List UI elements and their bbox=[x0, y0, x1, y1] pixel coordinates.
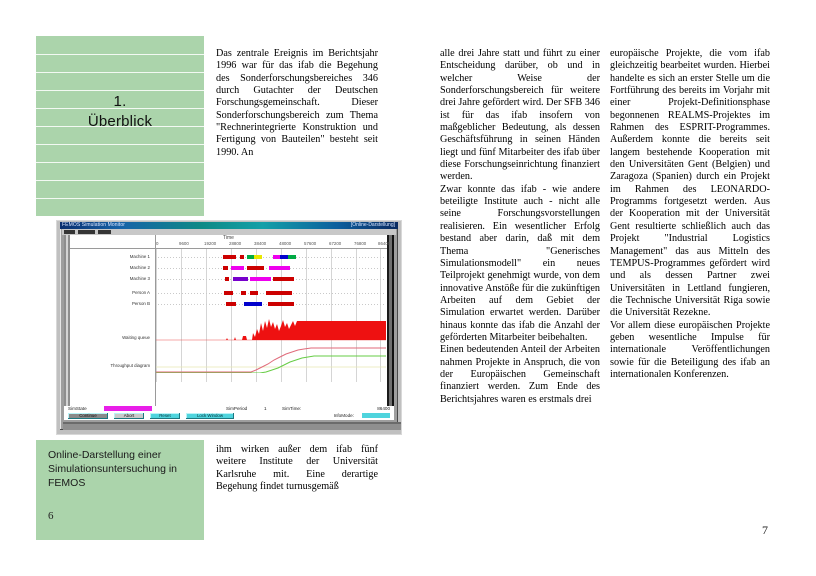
gantt-task bbox=[288, 255, 296, 259]
gantt-task bbox=[225, 277, 229, 281]
window-titlebar bbox=[60, 222, 398, 229]
x-tick-4: 38400 bbox=[254, 241, 267, 246]
figure-caption-block bbox=[36, 440, 204, 540]
chapter-number: 1. bbox=[113, 93, 127, 110]
gantt-task bbox=[268, 302, 294, 306]
gantt-row bbox=[70, 264, 387, 272]
window-title-secondary: [Online-Darstellung] bbox=[350, 222, 395, 228]
simperiod-value: 1 bbox=[264, 406, 267, 411]
simtime-label: SimTime: bbox=[282, 406, 302, 411]
gantt-task bbox=[223, 255, 236, 259]
header-rule bbox=[36, 180, 204, 181]
x-tick-2: 19200 bbox=[204, 241, 217, 246]
x-tick-0: 0 bbox=[156, 241, 159, 246]
text-column-1-continued bbox=[216, 444, 378, 493]
gantt-task bbox=[254, 255, 262, 259]
x-tick-6: 57600 bbox=[304, 241, 317, 246]
paragraph: alle drei Jahre statt und führt zu einer Entscheidung darüber, ob und in welcher Weise der Sonderforschungsbereich für weitere drei Jahre gefördert wird. Der SFB 346 ist für das ifab insofern von maßgeblicher Bedeutung, als dessen Geschäftsführung in seinen Händen liegt und fünf Mitarbeiter des ifab über diese Forschungseinrichtung finanziert werden. bbox=[440, 48, 600, 183]
infomode-value-indicator bbox=[362, 413, 390, 418]
chapter-header-block bbox=[36, 36, 204, 216]
axis-title-time: Time bbox=[223, 235, 234, 241]
paragraph: ihm wirken außer dem ifab fünf weitere Institute der Universität Karlsruhe mit. Eine derartige Begehung findet turnusgemäß bbox=[216, 444, 378, 493]
text-column-3 bbox=[610, 48, 770, 381]
vertical-scrollbar-right[interactable] bbox=[387, 235, 394, 412]
gantt-task bbox=[269, 266, 290, 270]
text-column-1 bbox=[216, 48, 378, 159]
page-number-left: 6 bbox=[48, 510, 54, 522]
gantt-task bbox=[241, 291, 246, 295]
gantt-task bbox=[233, 277, 248, 281]
gantt-row-track bbox=[158, 279, 385, 280]
gantt-row bbox=[70, 253, 387, 261]
gantt-row-label: Person A bbox=[132, 290, 150, 295]
gantt-task bbox=[226, 302, 236, 306]
gantt-row-label: Machine 2 bbox=[129, 265, 150, 270]
figure-caption: Online-Darstellung einer Simulationsuntersuchung in FEMOS bbox=[48, 449, 177, 489]
infomode-label: InfoMode: bbox=[333, 413, 354, 418]
simperiod-label: SimPeriod bbox=[226, 406, 248, 411]
simulation-chart bbox=[70, 235, 391, 412]
gantt-task bbox=[273, 277, 294, 281]
series-label-throughput: Throughput diagram bbox=[110, 363, 150, 368]
gantt-task bbox=[224, 291, 233, 295]
chapter-title: Überblick bbox=[87, 113, 153, 130]
figure-femos-screenshot bbox=[56, 220, 402, 435]
gantt-row bbox=[70, 275, 387, 283]
menu-item-ansicht[interactable] bbox=[98, 230, 111, 234]
x-tick-1: 9600 bbox=[179, 241, 189, 246]
page-number-right: 7 bbox=[762, 523, 768, 537]
continue-button[interactable]: Continue bbox=[68, 413, 108, 419]
gantt-row-label: Machine 1 bbox=[129, 254, 150, 259]
waiting-queue-area-chart bbox=[156, 315, 386, 341]
simtime-value: 86400 bbox=[377, 406, 390, 411]
gantt-row-label: Person B bbox=[131, 301, 150, 306]
application-window bbox=[60, 222, 398, 430]
x-tick-7: 67200 bbox=[329, 241, 342, 246]
gantt-task bbox=[280, 255, 288, 259]
page-title bbox=[36, 92, 204, 132]
gantt-task bbox=[247, 255, 254, 259]
throughput-line-chart bbox=[156, 343, 386, 373]
menu-item-datei[interactable] bbox=[64, 230, 75, 234]
gantt-row-track bbox=[158, 257, 385, 258]
series-label-waiting-queue: Waiting queue bbox=[122, 335, 150, 340]
gantt-task bbox=[273, 255, 280, 259]
gantt-task bbox=[240, 255, 244, 259]
gantt-task bbox=[266, 291, 292, 295]
gantt-task bbox=[247, 266, 264, 270]
gantt-task bbox=[244, 302, 262, 306]
x-tick-5: 48000 bbox=[279, 241, 292, 246]
menu-item-bearbeiten[interactable] bbox=[78, 230, 95, 234]
gantt-task bbox=[250, 291, 258, 295]
x-tick-9: 86400 bbox=[378, 241, 391, 246]
window-title: FEMOS Simulation Monitor bbox=[62, 222, 125, 228]
gantt-task bbox=[223, 266, 228, 270]
gantt-row-label: Machine 3 bbox=[129, 276, 150, 281]
header-rule bbox=[36, 198, 204, 199]
paragraph: Zwar konnte das ifab - wie andere beteiligte Institute auch - nicht alle seine Forschungsvorstellungen realisieren. Ein wesentlicher Erfolg bestand aber darin, daß mit dem Thema "Generisches Simulationsmodell" ein neues Teilprojekt genehmigt wurde, von dem innovative Anstöße für die zukünftigen Arbeiten auf dem Gebiet der Simulation erwartet werden. Darüber hinaus konnte das ifab die Anzahl der geförderten Mitarbeiter beibehalten. bbox=[440, 183, 600, 343]
window-client-area bbox=[64, 235, 394, 412]
x-axis-tick-labels bbox=[156, 241, 391, 248]
window-bottom-bevel bbox=[63, 422, 401, 430]
paragraph: Das zentrale Ereignis im Berichtsjahr 1996 war für das ifab die Begehung des Sonderforschungsbereiches 346 durch Gutachter der Deutschen Forschungsgemeinschaft. Dieser Sonderforschungsbereich zum Thema "Rechnerintegrierte Konstruktion und Fertigung von Bauteilen" besteht seit 1990. An bbox=[216, 48, 378, 158]
axis-separator bbox=[70, 248, 387, 249]
header-rule bbox=[36, 144, 204, 145]
simstate-value-indicator bbox=[104, 406, 152, 411]
abort-button[interactable]: Abort bbox=[114, 413, 144, 419]
gantt-row bbox=[70, 289, 387, 297]
gantt-task bbox=[231, 266, 244, 270]
header-rule bbox=[36, 90, 204, 91]
x-tick-3: 28800 bbox=[229, 241, 242, 246]
simstate-label: SimState bbox=[68, 406, 87, 411]
paragraph: Vor allem diese europäischen Projekte geben wesentliche Impulse für internationale Veröffentlichungen sowie für die Beteiligung des ifab an internationalen Konferenzen. bbox=[610, 319, 770, 380]
header-rule bbox=[36, 54, 204, 55]
gantt-task bbox=[250, 277, 271, 281]
gantt-row bbox=[70, 300, 387, 308]
paragraph: Einen bedeutenden Anteil der Arbeiten nahmen Projekte in Anspruch, die von der Europäischen Gemeinschaft finanziert werden. Zum Ende des Berichtsjahres waren es erstmals drei bbox=[440, 344, 600, 405]
status-bar bbox=[64, 406, 394, 420]
paragraph: europäische Projekte, die vom ifab gleichzeitig bearbeitet wurden. Hierbei handelte es sich an erster Stelle um die Fortführung des bereits im Vorjahr mit einer Projekt-Definitionsphase begonnenen REALMS-Projektes im Rahmen des ESPRIT-Programmes. Außerdem konnte die bereits seit langem bestehende Kooperation mit den Universitäten Gent (Belgien) und Zaragoza (Spanien) durch ein Projekt im Rahmen des LEONARDO-Programms fortgesetzt werden. Aus der Kooperation mit der Universität Gent resultierte schließlich auch das Projekt "Industrial Logistics Management" das aus Mitteln des TEMPUS-Programmes gefördert wird und als dessen Partner zwei Universitäten in Lettland fungieren, die Technische Universität Riga sowie die Universität Rezekne. bbox=[610, 48, 770, 319]
header-rule bbox=[36, 72, 204, 73]
text-column-2 bbox=[440, 48, 600, 406]
lock-window-button[interactable]: Lock Window bbox=[186, 413, 234, 419]
header-rule bbox=[36, 162, 204, 163]
x-tick-8: 76800 bbox=[354, 241, 367, 246]
reset-button[interactable]: Reset bbox=[150, 413, 180, 419]
